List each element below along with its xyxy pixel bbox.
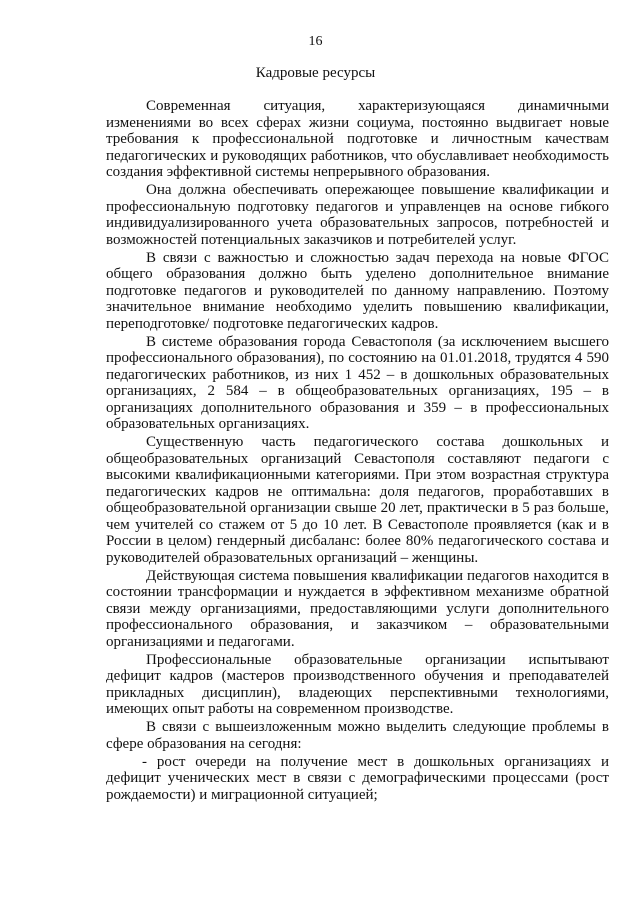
paragraph-statistics: В системе образования города Севастополя (за исключением высшего профессионального образования), по состоянию на 01.01.2018, трудятся 4 590 педагогических работников, из них 1 452 – в дошкольных образовательных организациях, 2 584 – в общеобразовательных организациях, 195 – в организациях дополнительного образования и 359 – в профессиональных образовательных организациях. [106, 333, 609, 432]
paragraph-professional-organizations: Профессиональные образовательные организации испытывают дефицит кадров (мастеров производственного обучения и преподавателей прикладных дисциплин), владеющих перспективными технологиями, имеющих опыт работы на современном производстве. [106, 651, 609, 717]
paragraph-staff-structure: Существенную часть педагогического состава дошкольных и общеобразовательных организаций Севастополя составляют педагоги с высокими квалификационными категориями. При этом возрастная структура педагогических кадров не оптимальна: доля педагогов, проработавших в общеобразовательной организации свыше 20 лет, практически в 5 раз больше, чем учителей со стажем от 5 до 10 лет. В Севастополе проявляется (как и в России в целом) гендерный дисбаланс: более 80% педагогического состава и руководителей образовательных организаций – женщины. [106, 434, 609, 566]
paragraph-training: Она должна обеспечивать опережающее повышение квалификации и профессиональную подготовку педагогов и управленцев на основе гибкого индивидуализированного учета образовательных запросов, потребностей и возможностей потенциальных заказчиков и потребителей услуг. [106, 182, 609, 248]
paragraph-qualification-system: Действующая система повышения квалификации педагогов находится в состоянии трансформации и нуждается в эффективном механизме обратной связи между организациями, предоставляющими услуги дополнительного профессионального образования, и заказчиком – образовательными организациями и педагогами. [106, 567, 609, 650]
document-body [106, 98, 609, 805]
page-number: 16 [308, 34, 323, 49]
paragraph-intro: Современная ситуация, характеризующаяся динамичными изменениями во всех сферах жизни социума, постоянно выдвигает новые требования к профессиональной подготовке и личностным качествам педагогических и руководящих работников, что обуславливает необходимость создания эффективной системы непрерывного образования. [106, 98, 609, 180]
paragraph-fgos: В связи с важностью и сложностью задач перехода на новые ФГОС общего образования должно быть уделено дополнительное внимание подготовке педагогов и руководителей по данному направлению. Поэтому значительное внимание необходимо уделить повышению квалификации, переподготовке/ подготовке педагогических кадров. [106, 249, 609, 332]
problem-list-item: - рост очереди на получение мест в дошкольных организациях и дефицит ученических мест в связи с демографическими процессами (рост рождаемости) и миграционной ситуацией; [106, 753, 609, 803]
paragraph-problems-intro: В связи с вышеизложенным можно выделить следующие проблемы в сфере образования на сегодня: [106, 719, 609, 752]
section-title: Кадровые ресурсы [255, 65, 376, 81]
